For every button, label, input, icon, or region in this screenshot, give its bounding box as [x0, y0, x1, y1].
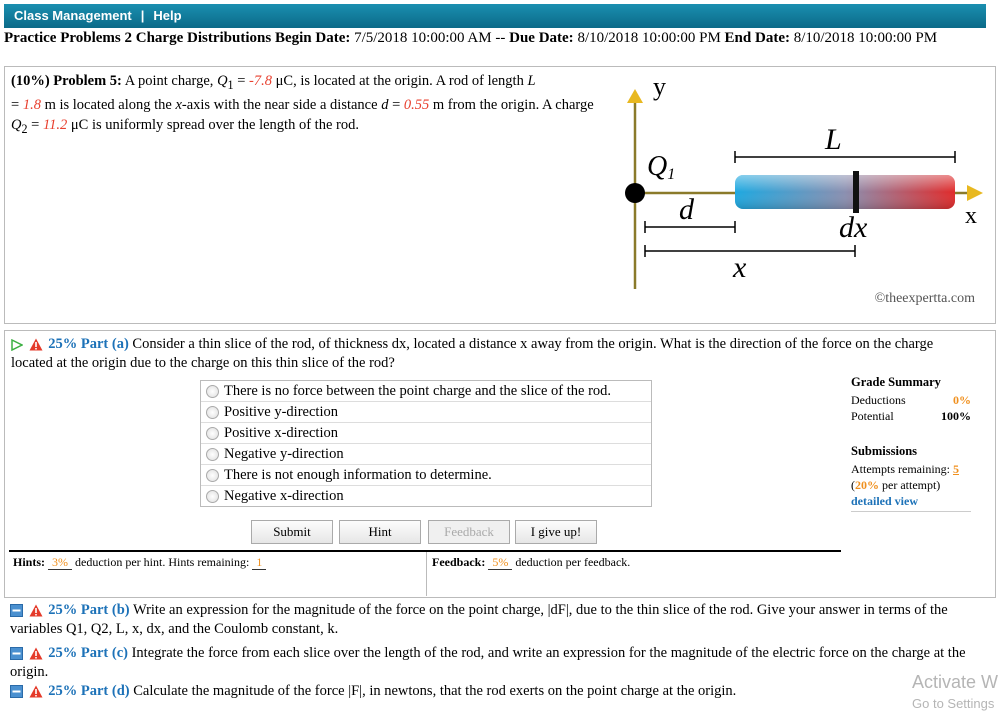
point-charge-q1: [625, 183, 645, 203]
collapsed-part-icon[interactable]: [10, 647, 23, 660]
part-d-heading[interactable]: 25% Part (d): [48, 683, 130, 699]
potential-value: 100%: [941, 409, 971, 423]
choice-label: Positive x-direction: [224, 425, 338, 441]
choice-negative-y[interactable]: [201, 444, 651, 465]
top-nav-bar: [4, 4, 986, 28]
hint-button[interactable]: Hint: [339, 520, 421, 544]
nav-class-management[interactable]: Class Management: [14, 8, 132, 23]
choice-positive-y[interactable]: [201, 402, 651, 423]
collapsed-part-icon[interactable]: [10, 604, 23, 617]
collapsed-part-icon[interactable]: [10, 685, 23, 698]
x-distance-label: x: [733, 251, 747, 284]
feedback-cell: [428, 552, 841, 596]
per-attempt-pct: 20%: [855, 478, 879, 492]
choice-positive-x[interactable]: [201, 423, 651, 444]
y-axis-arrow-icon: [627, 89, 643, 103]
choice-label: Negative y-direction: [224, 446, 344, 462]
L-value: 1.8: [22, 96, 41, 113]
rod-shine: [735, 175, 955, 209]
q1-diagram-label: [647, 151, 675, 183]
part-d-text: Calculate the magnitude of the force |F|, in newtons, that the rod exerts on the point charge at the origin.: [133, 683, 737, 699]
part-a-text: Consider a thin slice of the rod, of thickness dx, located a distance x away from the origin. What is the direction of the force on the charge located at the origin due to the charge on this thin slice of the rod?: [11, 336, 934, 371]
choice-label: There is not enough information to determine.: [224, 467, 492, 483]
attempts-value: 5: [952, 462, 959, 476]
detailed-view-link[interactable]: detailed view: [851, 494, 918, 508]
due-date-value: 8/10/2018 10:00:00 PM: [577, 30, 721, 46]
feedback-label: Feedback:: [432, 555, 486, 569]
q1-subscript: 1: [227, 77, 234, 92]
feedback-button[interactable]: Feedback: [428, 520, 510, 544]
q1-diagram-symbol: Q: [647, 151, 668, 182]
deductions-label: Deductions: [851, 393, 906, 407]
hints-cell: [9, 552, 427, 596]
d-label: d: [679, 193, 694, 226]
activate-watermark: Activate W: [912, 672, 999, 692]
y-axis-label: y: [653, 72, 666, 101]
give-up-button[interactable]: I give up!: [515, 520, 597, 544]
q2-subscript: 2: [21, 121, 28, 136]
part-c-text: Integrate the force from each slice over the length of the rod, and write an expression for the magnitude of the electric force on the charge at the origin.: [10, 645, 966, 680]
radio-button[interactable]: [206, 406, 219, 419]
choice-no-force[interactable]: [201, 381, 651, 402]
q1-value: -7.8: [249, 73, 272, 89]
part-b-heading[interactable]: 25% Part (b): [48, 602, 130, 618]
radio-button[interactable]: [206, 448, 219, 461]
q2-value: 11.2: [42, 116, 68, 133]
assignment-title: Practice Problems 2 Charge Distributions: [4, 30, 272, 46]
x-axis-label: x: [965, 203, 977, 229]
nav-separator: |: [140, 8, 145, 23]
part-d-row: [10, 682, 900, 701]
problem-statement-box: [4, 66, 996, 324]
d-value: 0.55: [403, 96, 430, 113]
assignment-header: [4, 30, 994, 47]
part-b-row: [10, 601, 985, 639]
q1-diagram-sub: 1: [667, 166, 676, 183]
problem-text-part: μC, is located at the origin. A rod of length: [272, 73, 528, 89]
equals-sign: =: [27, 116, 43, 133]
rod-diagram: [611, 67, 991, 317]
equals-sign: =: [388, 96, 404, 113]
choice-not-enough-info[interactable]: [201, 465, 651, 486]
hints-remaining: 1: [252, 555, 266, 570]
hints-text: deduction per hint. Hints remaining:: [75, 555, 250, 569]
choice-negative-x[interactable]: [201, 486, 651, 506]
q2-symbol: Q: [11, 116, 22, 133]
d-symbol: d: [381, 96, 389, 113]
hints-feedback-bar: [9, 550, 841, 598]
answer-choices: [200, 380, 652, 507]
submissions-title: Submissions: [851, 444, 918, 458]
dx-label: dx: [839, 211, 868, 244]
begin-date-label: Begin Date:: [274, 30, 351, 46]
problem-text-part: -axis with the near side a distance: [181, 96, 382, 113]
warning-icon: [29, 685, 43, 698]
attempts-label: Attempts remaining:: [851, 462, 950, 476]
open-paren: (: [851, 478, 855, 492]
problem-weight: (10%) Problem 5:: [11, 73, 122, 89]
warning-icon: [29, 338, 43, 351]
part-c-heading[interactable]: 25% Part (c): [48, 645, 128, 661]
radio-button[interactable]: [206, 427, 219, 440]
part-a-heading: 25% Part (a): [48, 336, 129, 352]
feedback-text: deduction per feedback.: [515, 555, 631, 569]
choice-label: There is no force between the point charge and the slice of the rod.: [224, 383, 612, 399]
problem-text: [11, 71, 601, 139]
warning-icon: [29, 647, 43, 660]
part-a-box: [4, 330, 996, 598]
q1-symbol: Q: [217, 73, 228, 89]
deductions-value: 0%: [953, 393, 971, 407]
feedback-pct: 5%: [488, 555, 512, 570]
x-axis-arrow-icon: [967, 185, 983, 201]
problem-text-part: m from the origin. A charge: [429, 96, 594, 113]
equals-sign: =: [233, 73, 250, 89]
dx-slice: [853, 171, 859, 213]
potential-label: Potential: [851, 409, 894, 423]
x-symbol: x: [175, 96, 182, 113]
equals-sign: =: [11, 96, 23, 113]
radio-button[interactable]: [206, 490, 219, 503]
part-b-text: Write an expression for the magnitude of the force on the point charge, |dF|, due to the thin slice of the rod. Give your answer in terms of the variables Q1, Q2, L, x, dx, and the Coulomb constant, k.: [10, 602, 948, 637]
L-label: L: [825, 123, 842, 156]
grade-summary: [851, 375, 971, 512]
copyright-notice: ©theexpertta.com: [874, 291, 975, 306]
end-date-label: End Date:: [724, 30, 790, 46]
radio-button[interactable]: [206, 469, 219, 482]
part-c-row: [10, 644, 985, 682]
settings-watermark: Go to Settings: [912, 696, 995, 711]
date-dash: --: [495, 30, 506, 46]
play-icon[interactable]: [11, 339, 23, 351]
problem-text-part: m is located along the: [40, 96, 176, 113]
per-attempt-text: per attempt): [882, 478, 941, 492]
begin-date-value: 7/5/2018 10:00:00 AM: [354, 30, 492, 46]
warning-icon: [29, 604, 43, 617]
choice-label: Positive y-direction: [224, 404, 338, 420]
L-symbol: L: [527, 73, 536, 89]
part-a-question: [11, 335, 971, 373]
grade-summary-title: Grade Summary: [851, 375, 941, 389]
problem-text-part: μC is uniformly spread over the length of the rod.: [67, 116, 359, 133]
hints-label: Hints:: [13, 555, 46, 569]
due-date-label: Due Date:: [509, 30, 574, 46]
end-date-value: 8/10/2018 10:00:00 PM: [793, 30, 938, 46]
radio-button[interactable]: [206, 385, 219, 398]
submit-button[interactable]: Submit: [251, 520, 333, 544]
choice-label: Negative x-direction: [224, 488, 344, 504]
problem-text-part: A point charge,: [124, 73, 218, 89]
nav-help[interactable]: Help: [153, 8, 182, 23]
hints-pct: 3%: [48, 555, 72, 570]
